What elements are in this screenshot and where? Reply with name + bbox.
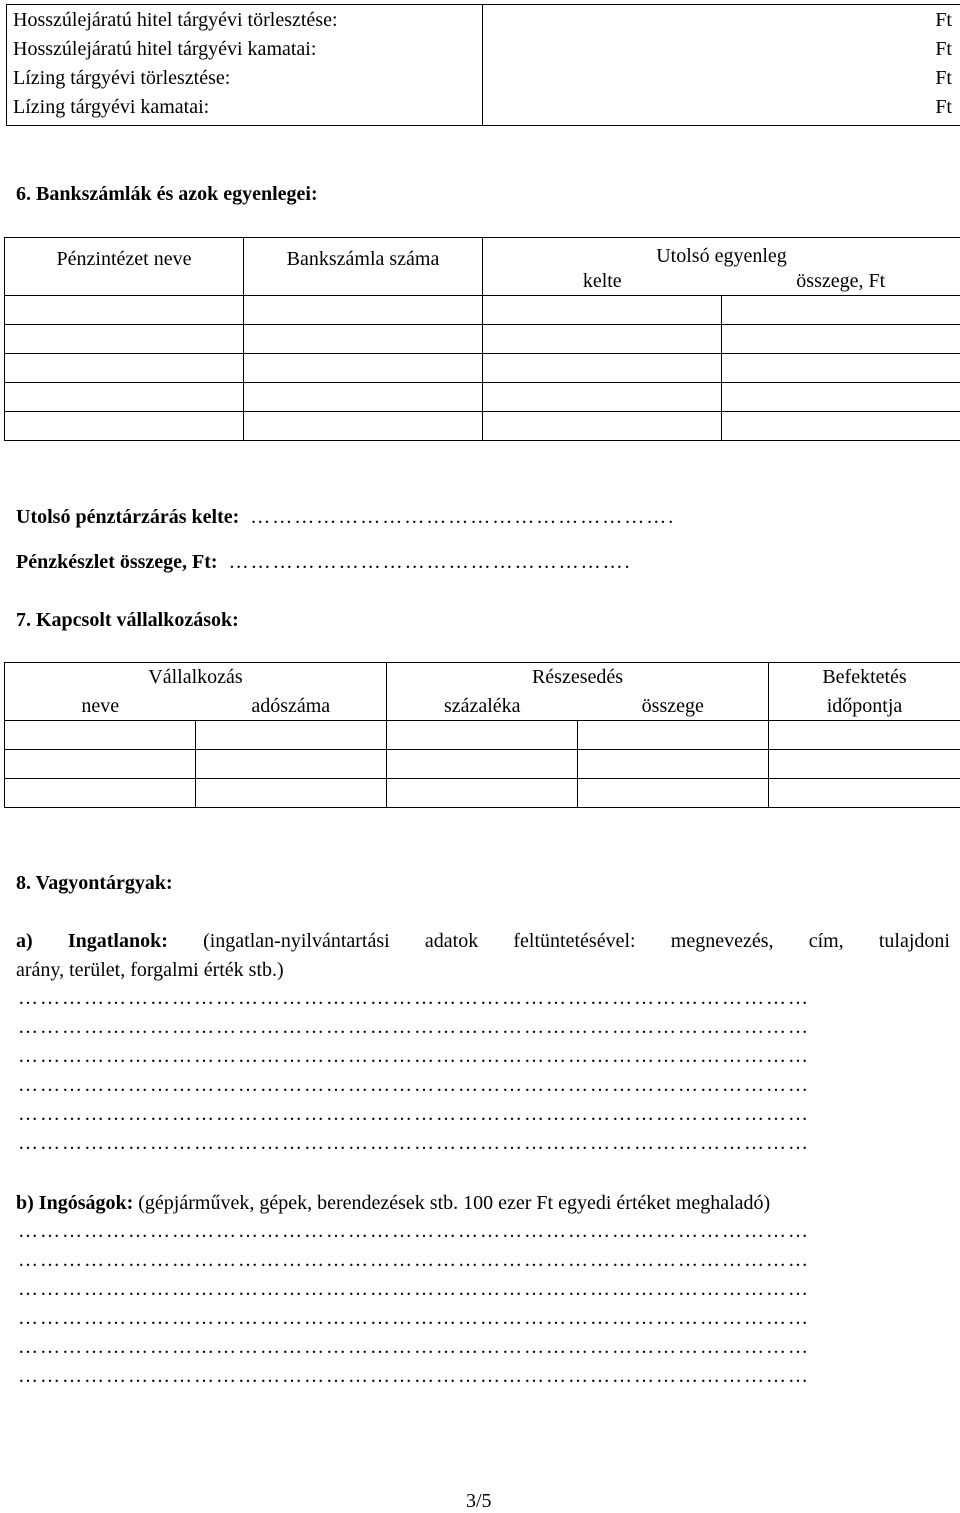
company-cell[interactable] [196,750,387,779]
loan-unit-3: Ft [935,67,952,89]
company-cell[interactable] [5,721,196,750]
col-bank-name: Pénzintézet neve [5,238,244,296]
real-estate-desc-1: (ingatlan-nyilvántartási adatok feltüntetésével: megnevezés, cím, tulajdoni [167,930,950,952]
col-share: Részesedés [387,663,769,692]
section6-title: 6. Bankszámlák és azok egyenlegei: [16,183,318,205]
loan-unit-1: Ft [935,9,952,31]
bank-accounts-table [4,237,960,441]
company-cell[interactable] [387,721,578,750]
company-cell[interactable] [5,750,196,779]
bank-cell[interactable] [483,412,722,441]
col-company: Vállalkozás [5,663,387,692]
bank-cell[interactable] [244,325,483,354]
bank-cell[interactable] [722,354,960,383]
movables-label: b) Ingóságok: [16,1192,134,1214]
company-cell[interactable] [5,779,196,808]
movables-heading [16,1192,770,1215]
company-cell[interactable] [769,750,960,779]
loans-table [6,4,960,126]
bank-cell[interactable] [483,296,722,325]
col-investment: Befektetés [769,663,960,692]
movables-line-1[interactable]: ……………………………………………………………………………………………… [18,1220,810,1242]
section7-title: 7. Kapcsolt vállalkozások: [16,609,239,631]
cash-amount-line[interactable] [16,551,632,574]
bank-cell[interactable] [244,412,483,441]
company-cell[interactable] [578,721,769,750]
col-share-percent: százaléka [387,692,578,721]
real-estate-label: a) Ingatlanok: [16,930,168,952]
cash-close-dots: …………………………………………………. [250,506,676,528]
loan-unit-4: Ft [935,96,952,118]
loan-label-1: Hosszúlejáratú hitel tárgyévi törlesztése: [13,9,338,31]
bank-cell[interactable] [5,412,244,441]
bank-cell[interactable] [5,383,244,412]
company-cell[interactable] [769,721,960,750]
real-estate-heading [16,930,950,953]
movables-desc: (gépjárművek, gépek, berendezések stb. 100 ezer Ft egyedi értéket meghaladó) [133,1192,771,1214]
page-number: 3/5 [466,1490,492,1512]
bank-cell[interactable] [5,354,244,383]
bank-cell[interactable] [5,325,244,354]
col-balance-amount: összege, Ft [722,267,960,296]
company-cell[interactable] [578,750,769,779]
affiliated-companies-table [4,662,960,808]
loan-unit-2: Ft [935,38,952,60]
company-cell[interactable] [196,779,387,808]
loan-label-4: Lízing tárgyévi kamatai: [13,96,210,118]
loan-label-2: Hosszúlejáratú hitel tárgyévi kamatai: [13,38,317,60]
col-company-tax: adószáma [196,692,387,721]
cash-amount-dots: ………………………………………………. [228,551,632,573]
movables-line-5[interactable]: ……………………………………………………………………………………………… [18,1336,810,1358]
bank-cell[interactable] [483,383,722,412]
real-estate-desc-2: arány, terület, forgalmi érték stb.) [16,959,284,981]
cash-amount-label: Pénzkészlet összege, Ft: [16,551,218,573]
real-estate-line-2[interactable]: ……………………………………………………………………………………………… [18,1016,810,1038]
movables-line-4[interactable]: ……………………………………………………………………………………………… [18,1307,810,1329]
company-cell[interactable] [578,779,769,808]
bank-cell[interactable] [722,412,960,441]
bank-cell[interactable] [722,296,960,325]
col-last-balance: Utolsó egyenleg [483,238,960,267]
bank-cell[interactable] [483,354,722,383]
bank-cell[interactable] [483,325,722,354]
real-estate-line-6[interactable]: ……………………………………………………………………………………………… [18,1132,810,1154]
cash-close-label: Utolsó pénztárzárás kelte: [16,506,240,528]
bank-cell[interactable] [244,354,483,383]
movables-line-6[interactable]: ……………………………………………………………………………………………… [18,1365,810,1387]
company-cell[interactable] [387,750,578,779]
col-investment-time: időpontja [769,692,960,721]
movables-line-2[interactable]: ……………………………………………………………………………………………… [18,1249,810,1271]
real-estate-line-4[interactable]: ……………………………………………………………………………………………… [18,1074,810,1096]
company-cell[interactable] [769,779,960,808]
section8-title: 8. Vagyontárgyak: [16,872,173,894]
bank-cell[interactable] [244,296,483,325]
loan-label-3: Lízing tárgyévi törlesztése: [13,67,231,89]
real-estate-line-1[interactable]: ……………………………………………………………………………………………… [18,987,810,1009]
cash-close-line[interactable] [16,506,675,529]
real-estate-line-5[interactable]: ……………………………………………………………………………………………… [18,1103,810,1125]
col-share-amount: összege [578,692,769,721]
bank-cell[interactable] [722,383,960,412]
real-estate-line-3[interactable]: ……………………………………………………………………………………………… [18,1045,810,1067]
bank-cell[interactable] [244,383,483,412]
col-company-name: neve [5,692,196,721]
company-cell[interactable] [196,721,387,750]
movables-line-3[interactable]: ……………………………………………………………………………………………… [18,1278,810,1300]
bank-cell[interactable] [722,325,960,354]
bank-cell[interactable] [5,296,244,325]
company-cell[interactable] [387,779,578,808]
col-account-number: Bankszámla száma [244,238,483,296]
col-balance-date: kelte [483,267,722,296]
